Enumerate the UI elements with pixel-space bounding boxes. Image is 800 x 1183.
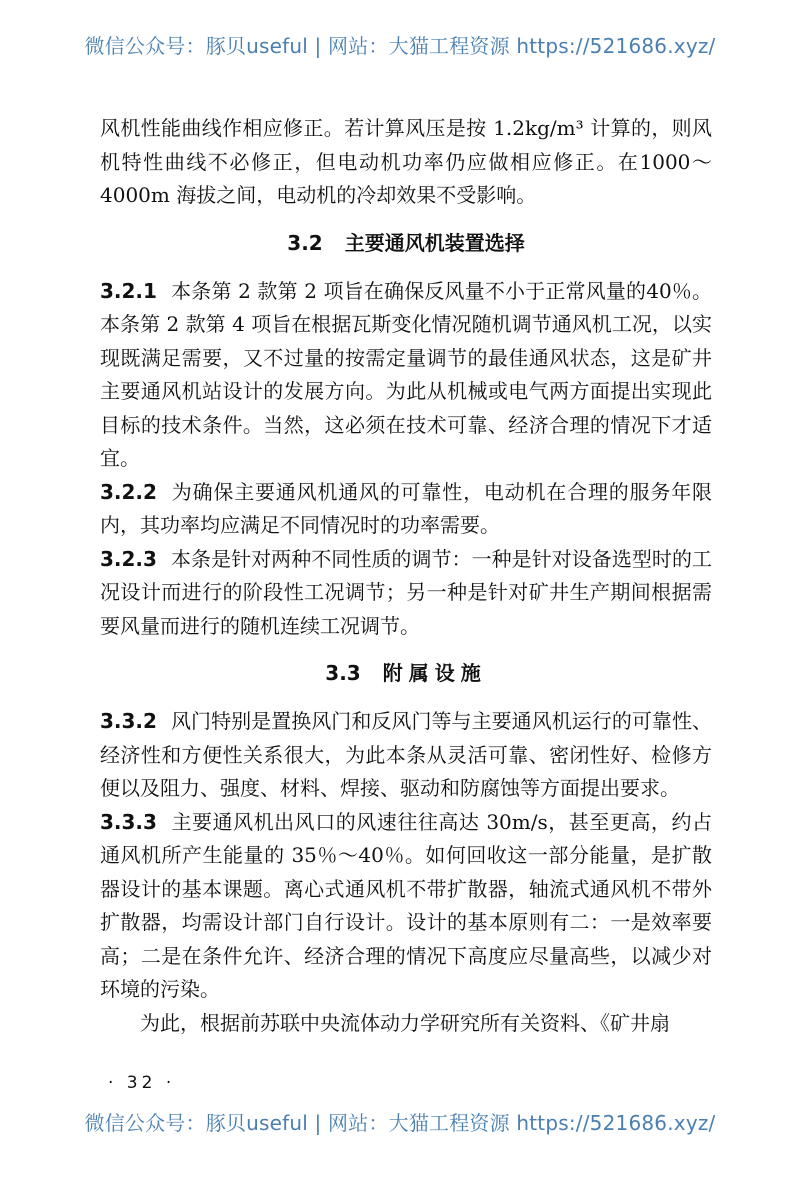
document-body: [100, 112, 712, 1040]
watermark-top: 微信公众号：豚贝useful | 网站：大猫工程资源 https://521686.xyz/: [84, 34, 716, 58]
clause-text: 本条是针对两种不同性质的调节：一种是针对设备选型时的工况设计而进行的阶段性工况调节；另一种是针对矿井生产期间根据需要风量而进行的随机连续工况调节。: [100, 546, 712, 638]
section-title: 主要通风机装置选择: [344, 230, 525, 255]
clause-text: 为确保主要通风机通风的可靠性，电动机在合理的服务年限内，其功率均应满足不同情况时的功率需要。: [100, 479, 712, 537]
page-number: · 32 ·: [108, 1073, 176, 1093]
clause-3-2-3: [100, 543, 712, 644]
clause-text: 本条第 2 款第 2 项旨在确保反风量不小于正常风量的40％。本条第 2 款第 4 项旨在根据瓦斯变化情况随机调节通风机工况，以实现既满足需要，又不过量的按需定量调节的最佳通风状态，这是矿井主要通风机站设计的发展方向。为此从机械或电气两方面提出实现此目标的技术条件。当然，这必须在技术可靠、经济合理的情况下才适宜。: [100, 278, 712, 470]
continuation-paragraph: 为此，根据前苏联中央流体动力学研究所有关资料、《矿井扇: [140, 1010, 670, 1035]
intro-paragraph: 风机性能曲线作相应修正。若计算风压是按 1.2kg/m³ 计算的，则风机特性曲线不必修正，但电动机功率仍应做相应修正。在1000～4000m 海拔之间，电动机的冷却效果不受影响。: [100, 116, 712, 207]
section-heading-3-3: [100, 657, 712, 689]
clause-number: 3.2.1: [100, 278, 157, 303]
clause-text: 主要通风机出风口的风速往往高达 30m/s，甚至更高，约占通风机所产生能量的 35％～40％。如何回收这一部分能量，是扩散器设计的基本课题。离心式通风机不带扩散器，轴流式通风机不带外扩散器，均需设计部门自行设计。设计的基本原则有二：一是效率要高；二是在条件允许、经济合理的情况下高度应尽量高些，以减少对环境的污染。: [100, 809, 712, 1001]
clause-number: 3.3.2: [100, 709, 157, 733]
clause-number: 3.2.3: [100, 546, 157, 571]
section-title: 附属设施: [382, 661, 487, 685]
clause-number: 3.3.3: [100, 809, 157, 834]
clause-3-2-2: [100, 476, 712, 543]
watermark-bottom: 微信公众号：豚贝useful | 网站：大猫工程资源 https://521686.xyz/: [84, 1111, 716, 1135]
clause-3-3-3: [100, 806, 712, 1007]
section-number: 3.2: [287, 230, 323, 255]
clause-3-2-1: [100, 275, 712, 476]
clause-text: 风门特别是置换风门和反风门等与主要通风机运行的可靠性、经济性和方便性关系很大，为此本条从灵活可靠、密闭性好、检修方便以及阻力、强度、材料、焊接、驱动和防腐蚀等方面提出要求。: [100, 709, 712, 800]
section-number: 3.3: [325, 661, 361, 685]
clause-number: 3.2.2: [100, 479, 157, 504]
clause-3-3-2: [100, 705, 712, 806]
section-heading-3-2: [100, 227, 712, 259]
